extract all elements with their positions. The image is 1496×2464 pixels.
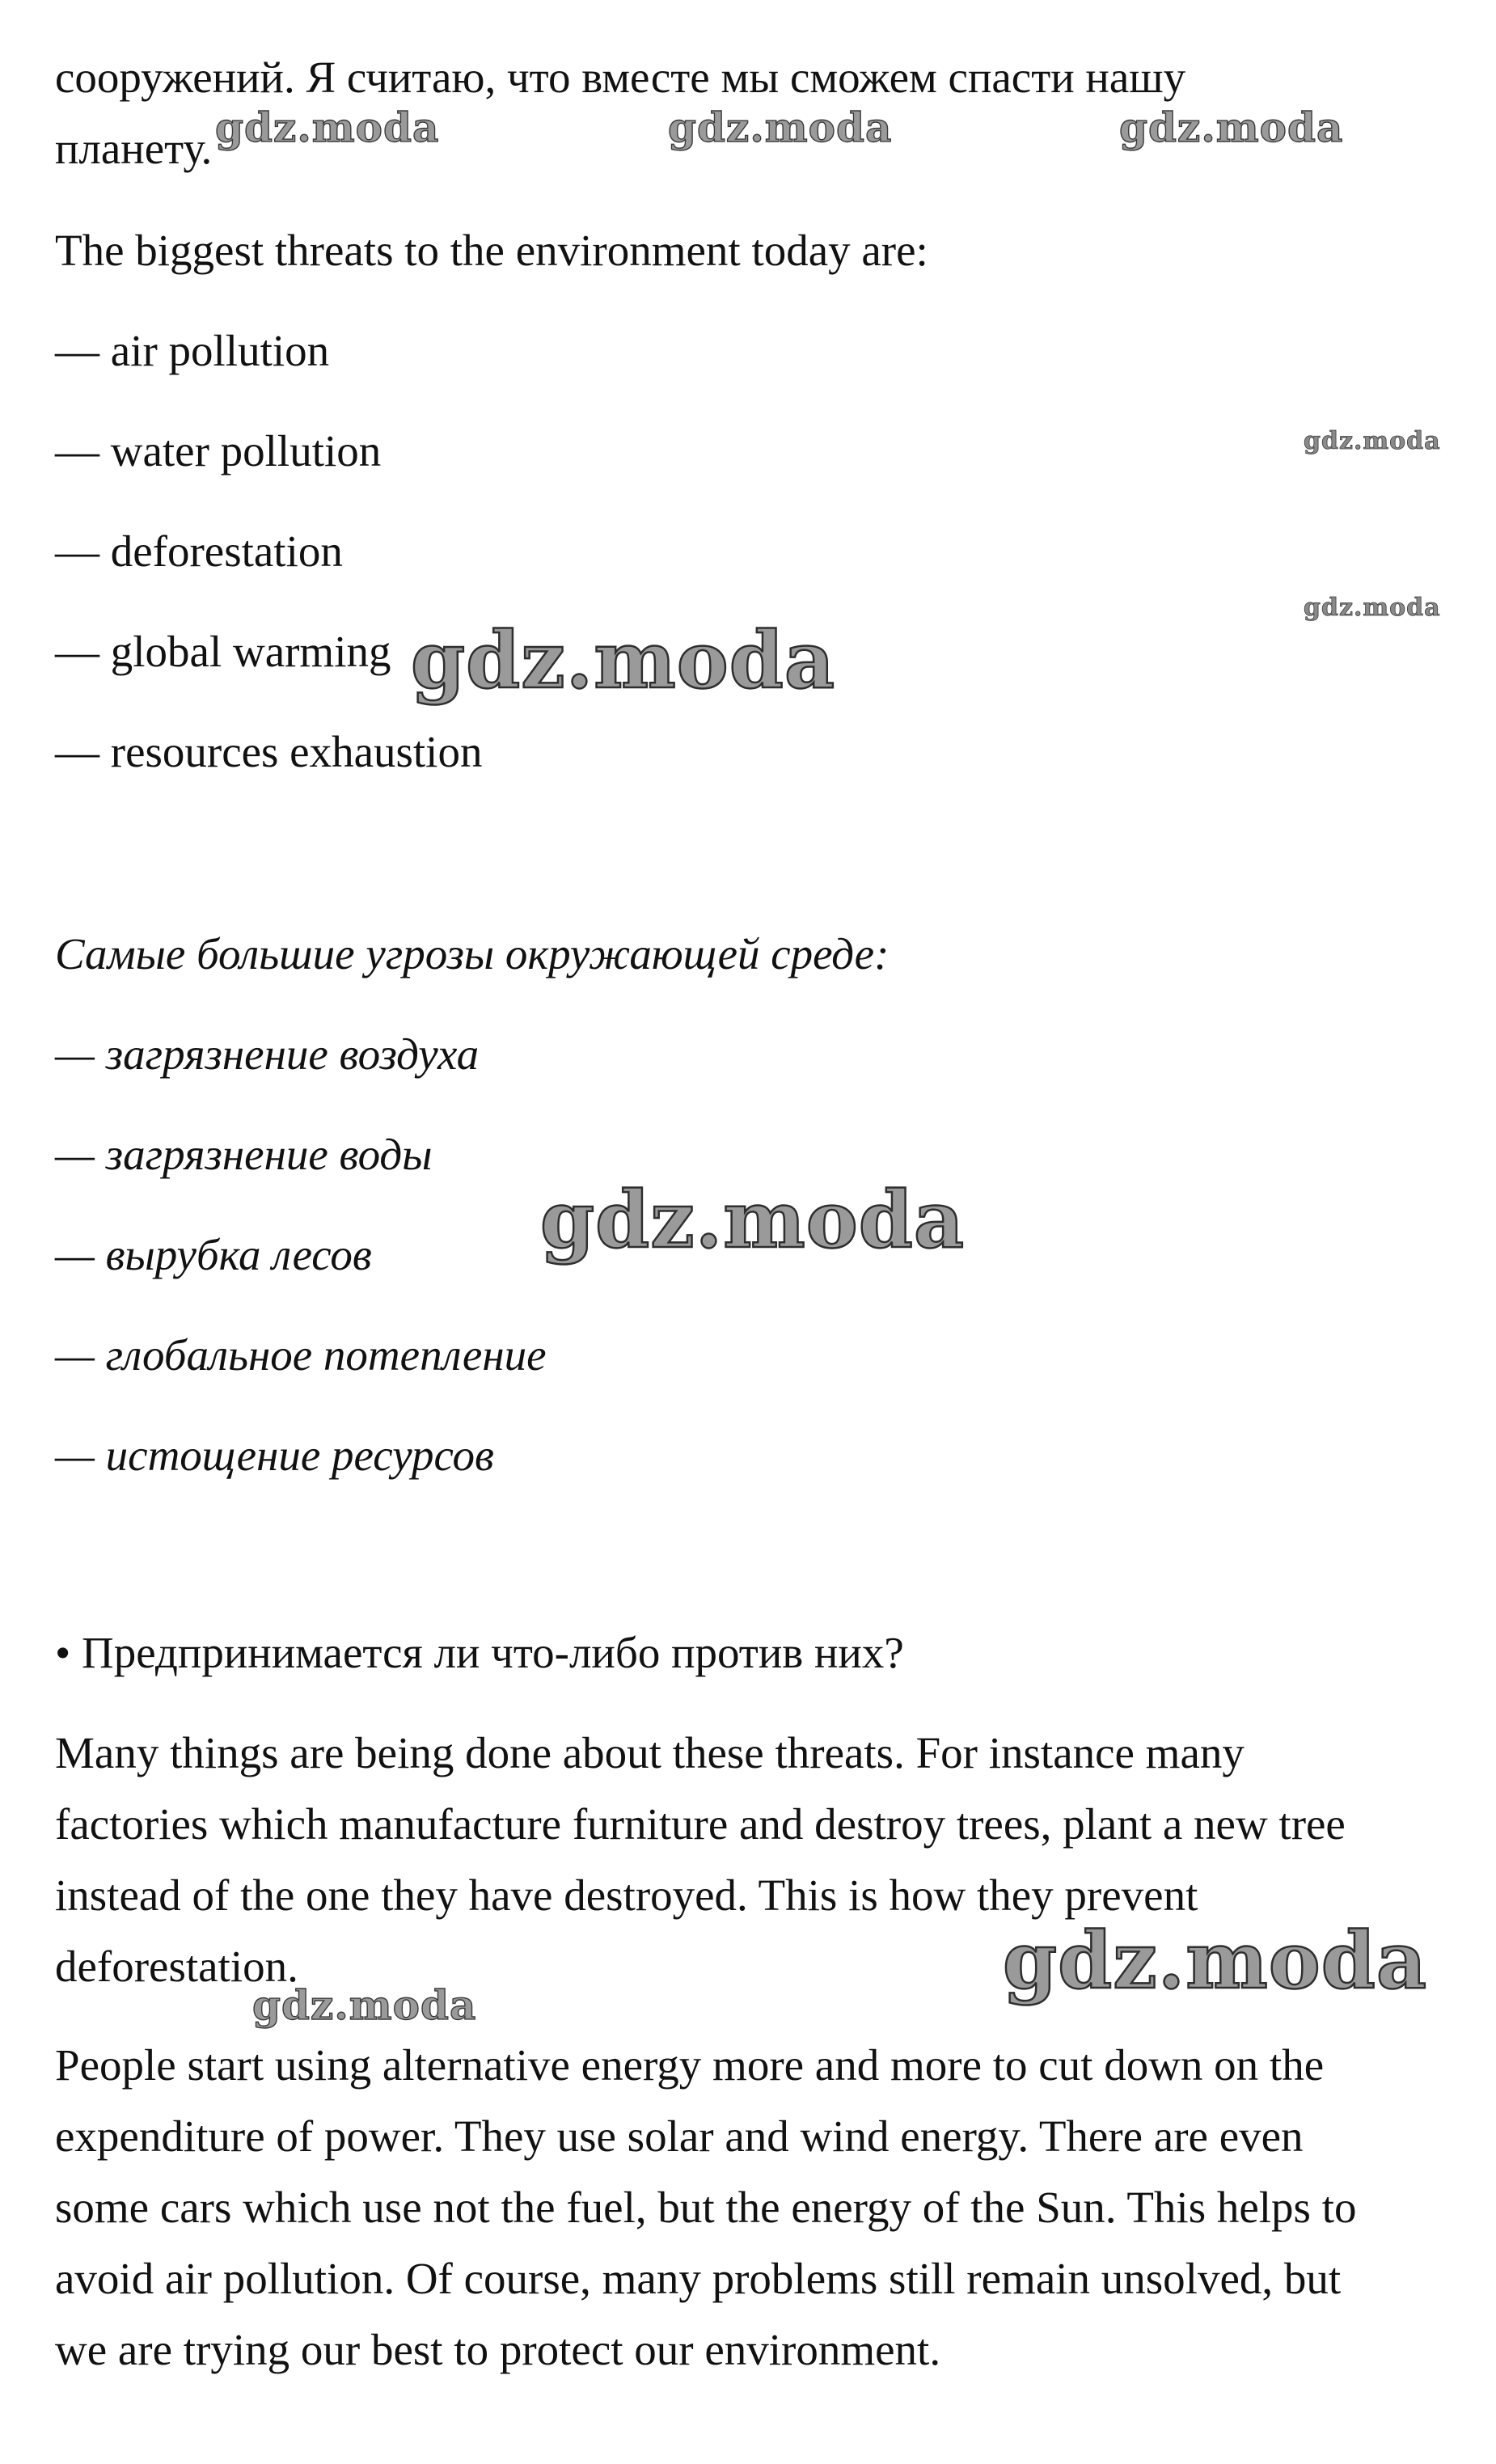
threats-ru-heading: Самые большие угрозы окружающей среде: xyxy=(55,929,890,978)
threat-ru-item: — истощение ресурсов xyxy=(55,1431,494,1480)
answer-line: Many things are being done about these threats. For instance many xyxy=(55,1728,1245,1777)
watermark: gdz.moda xyxy=(215,104,440,151)
answer-line: expenditure of power. They use solar and wind energy. There are even xyxy=(55,2111,1304,2161)
watermark: gdz.moda xyxy=(1003,1915,1428,2006)
threat-item: — global warming xyxy=(55,627,391,676)
threat-ru-item: — вырубка лесов xyxy=(55,1230,372,1279)
question-bullet: • Предпринимается ли что-либо против них? xyxy=(55,1628,904,1677)
intro-line: планету. xyxy=(55,124,213,173)
watermark: gdz.moda xyxy=(252,1981,477,2029)
answer-line: we are trying our best to protect our environment. xyxy=(55,2325,941,2374)
watermark: gdz.moda xyxy=(1304,594,1441,622)
watermark: gdz.moda xyxy=(1304,427,1441,455)
intro-line: сооружений. Я считаю, что вместе мы сможем спасти нашу xyxy=(55,53,1186,102)
watermark: gdz.moda xyxy=(411,615,836,706)
watermark: gdz.moda xyxy=(668,104,893,151)
threat-item: — deforestation xyxy=(55,526,343,576)
watermark: gdz.moda xyxy=(1119,104,1344,151)
threat-item: — water pollution xyxy=(55,426,382,475)
threats-heading: The biggest threats to the environment today are: xyxy=(55,226,928,275)
answer-line: deforestation. xyxy=(55,1942,298,1991)
answer-line: People start using alternative energy more and more to cut down on the xyxy=(55,2040,1325,2090)
threat-item: — resources exhaustion xyxy=(55,727,483,776)
answer-line: some cars which use not the fuel, but the energy of the Sun. This helps to xyxy=(55,2183,1357,2232)
threat-ru-item: — загрязнение воздуха xyxy=(55,1029,480,1079)
answer-line: factories which manufacture furniture and destroy trees, plant a new tree xyxy=(55,1799,1346,1849)
answer-line: avoid air pollution. Of course, many problems still remain unsolved, but xyxy=(55,2254,1342,2303)
answer-line: instead of the one they have destroyed. This is how they prevent xyxy=(55,1870,1198,1920)
threat-ru-item: — глобальное потепление xyxy=(55,1330,547,1380)
watermark: gdz.moda xyxy=(540,1174,966,1266)
threat-ru-item: — загрязнение воды xyxy=(55,1130,433,1179)
threat-item: — air pollution xyxy=(55,326,330,375)
